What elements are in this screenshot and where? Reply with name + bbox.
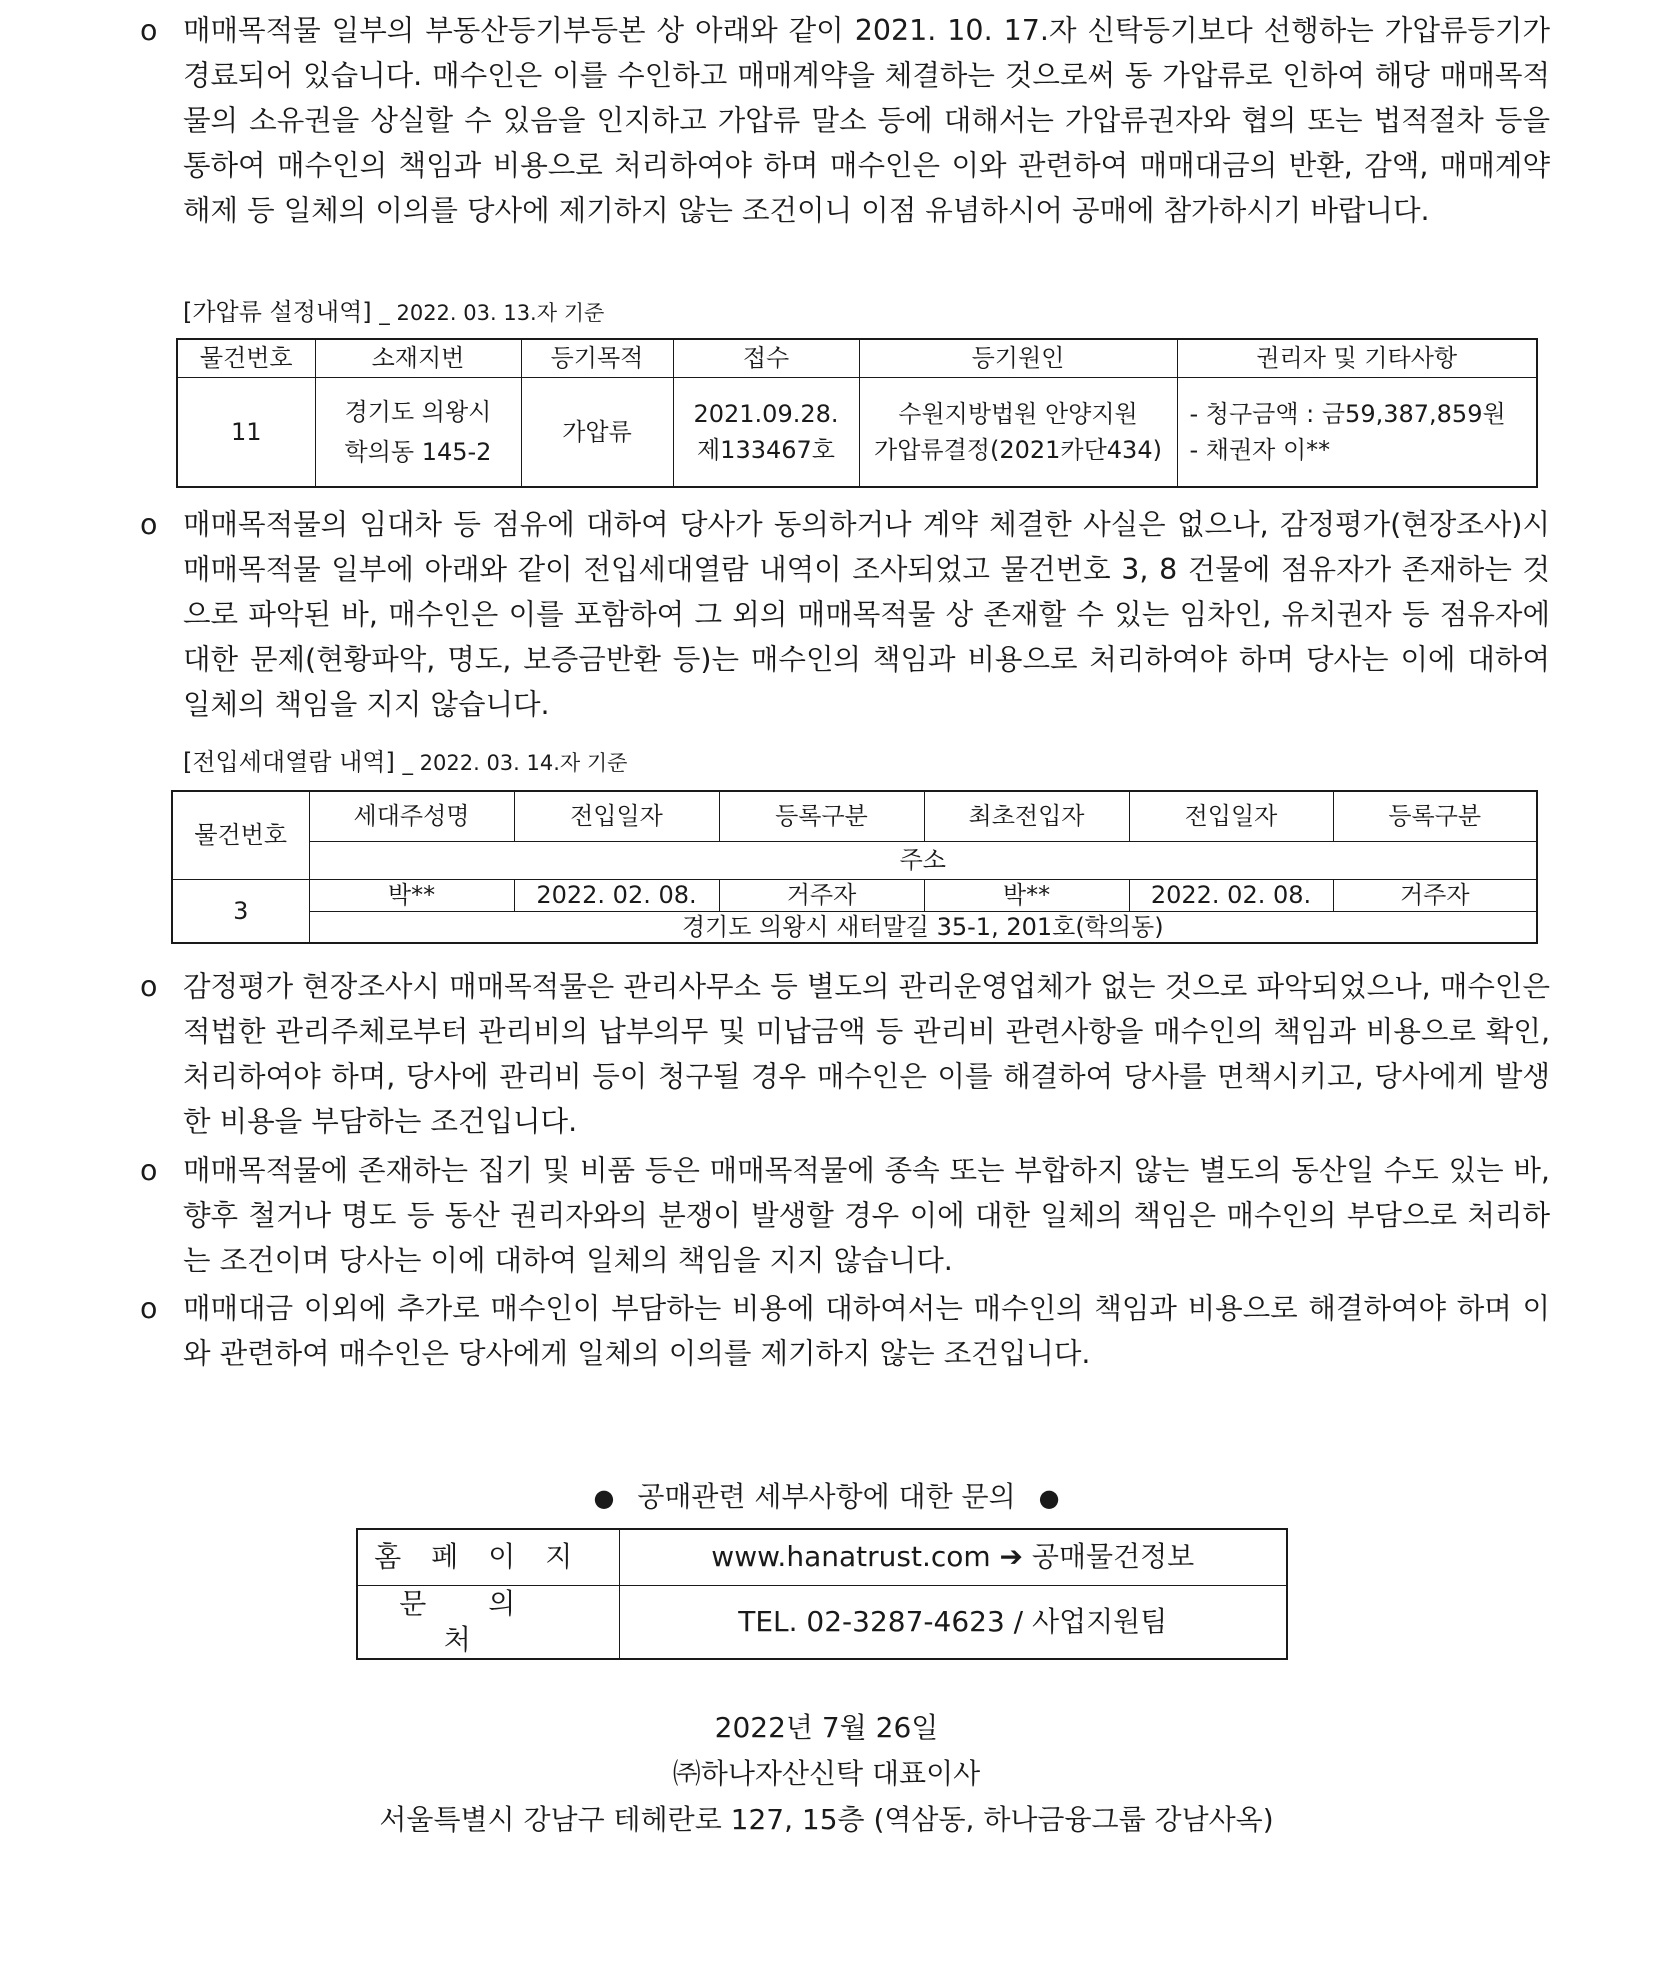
- paragraph-text: 매매대금 이외에 추가로 매수인이 부담하는 비용에 대하여서는 매수인의 책임과 비용으로 해결하여야 하며 이와 관련하여 매수인은 당사에게 일체의 이의를 제기하지 않는 조건입니다.: [183, 1292, 1550, 1370]
- item-number: 11: [177, 377, 315, 487]
- residents-caption: [183, 742, 627, 777]
- contact-label: 문의처: [357, 1585, 619, 1659]
- registration-purpose: 가압류: [521, 377, 673, 487]
- company-address: 서울특별시 강남구 테헤란로 127, 15층 (역삼동, 하나금융그룹 강남사옥): [379, 1803, 1274, 1836]
- table-row: [357, 1585, 1287, 1659]
- table-row: [172, 879, 1537, 911]
- cause-cell: [859, 377, 1177, 487]
- header-cell: 등록구분: [1333, 791, 1537, 841]
- notice-paragraph-seizure: [140, 8, 1550, 233]
- receipt-number: 제133467호: [697, 435, 835, 464]
- table-cell: 거주자: [719, 879, 924, 911]
- paragraph-text: 감정평가 현장조사시 매매목적물은 관리사무소 등 별도의 관리운영업체가 없는 것으로 파악되었으나, 매수인은 적법한 관리주체로부터 관리비의 납부의무 및 미납금액 등 관리비 관련사항을 매수인의 책임과 비용으로 확인, 처리하여야 하며, 당사에 관리비 등이 청구될 경우 매수인은 이를 해결하여 당사를 면책시키고, 당사에게 발생한 비용을 부담하는 조건입니다.: [183, 970, 1550, 1138]
- cause-line: 수원지방법원 안양지원: [898, 399, 1138, 428]
- notice-paragraph-additional-costs: [140, 1286, 1550, 1376]
- inquiry-table: [356, 1528, 1288, 1660]
- caption-date: _ 2022. 03. 13.자 기준: [379, 301, 605, 325]
- notice-paragraph-management-fee: [140, 964, 1550, 1144]
- caption-date: _ 2022. 03. 14.자 기준: [402, 751, 628, 775]
- receipt-date: 2021.09.28.: [693, 399, 839, 428]
- header-cell: 물건번호: [177, 339, 315, 377]
- table-row: [177, 377, 1537, 487]
- notice-paragraph-fixtures: [140, 1148, 1550, 1283]
- bullet-marker: o: [140, 1154, 158, 1187]
- header-cell: 최초전입자: [924, 791, 1129, 841]
- header-cell: 물건번호: [172, 791, 309, 879]
- notice-paragraph-occupancy: [140, 502, 1550, 727]
- table-row: [357, 1529, 1287, 1585]
- paragraph-text: 매매목적물 일부의 부동산등기부등본 상 아래와 같이 2021. 10. 17.자 신탁등기보다 선행하는 가압류등기가 경료되어 있습니다. 매수인은 이를 수인하고 매매계약을 체결하는 것으로써 동 가압류로 인하여 해당 매매목적물의 소유권을 상실할 수 있음을 인지하고 가압류 말소 등에 대해서는 가압류권자와 협의 또는 법적절차 등을 통하여 매수인의 책임과 비용으로 처리하여야 하며 매수인은 이와 관련하여 매매대금의 반환, 감액, 매매계약 해제 등 일체의 이의를 당사에 제기하지 않는 조건이니 이점 유념하시어 공매에 참가하시기 바랍니다.: [183, 14, 1550, 227]
- seizure-table: [176, 338, 1538, 488]
- header-cell: 전입일자: [1129, 791, 1333, 841]
- paragraph-text: 매매목적물의 임대차 등 점유에 대하여 당사가 동의하거나 계약 체결한 사실은 없으나, 감정평가(현장조사)시 매매목적물 일부에 아래와 같이 전입세대열람 내역이 조사되었고 물건번호 3, 8 건물에 점유자가 존재하는 것으로 파악된 바, 매수인은 이를 포함하여 그 외의 매매목적물 상 존재할 수 있는 임차인, 유치권자 등 점유자에 대한 문제(현황파악, 명도, 보증금반환 등)는 매수인의 책임과 비용으로 처리하여야 하며 당사는 이에 대하여 일체의 책임을 지지 않습니다.: [183, 508, 1550, 721]
- table-cell: 박**: [924, 879, 1129, 911]
- location-line: 경기도 의왕시: [344, 397, 492, 426]
- table-header-row: [177, 339, 1537, 377]
- receipt-cell: [673, 377, 859, 487]
- header-cell: 권리자 및 기타사항: [1177, 339, 1537, 377]
- table-row: [172, 911, 1537, 943]
- contact-value: TEL. 02-3287-4623 / 사업지원팀: [619, 1585, 1287, 1659]
- inquiry-title: [0, 1475, 1653, 1515]
- header-cell: 전입일자: [514, 791, 719, 841]
- table-cell: 거주자: [1333, 879, 1537, 911]
- bullet-dot-icon: ●: [593, 1484, 615, 1512]
- header-cell: 등기목적: [521, 339, 673, 377]
- company-signature: ㈜하나자산신탁 대표이사: [672, 1757, 981, 1790]
- header-cell: 등록구분: [719, 791, 924, 841]
- location-cell: [315, 377, 521, 487]
- residents-table: [171, 790, 1538, 944]
- header-cell: 접수: [673, 339, 859, 377]
- table-cell: 박**: [309, 879, 514, 911]
- homepage-label: 홈페이지: [357, 1529, 619, 1585]
- address-cell: 경기도 의왕시 새터말길 35-1, 201호(학의동): [309, 911, 1537, 943]
- table-cell: 2022. 02. 08.: [1129, 879, 1333, 911]
- header-cell: 세대주성명: [309, 791, 514, 841]
- issue-date: 2022년 7월 26일: [714, 1711, 939, 1744]
- caption-title: [전입세대열람 내역]: [183, 748, 395, 776]
- header-cell: 소재지번: [315, 339, 521, 377]
- bullet-marker: o: [140, 970, 158, 1003]
- header-cell: 등기원인: [859, 339, 1177, 377]
- rights-cell: [1177, 377, 1537, 487]
- seizure-caption: [183, 292, 604, 327]
- item-number: 3: [172, 879, 309, 943]
- claim-amount: - 청구금액 : 금59,387,859원: [1189, 399, 1506, 428]
- table-header-row: [172, 791, 1537, 841]
- paragraph-text: 매매목적물에 존재하는 집기 및 비품 등은 매매목적물에 종속 또는 부합하지 않는 별도의 동산일 수도 있는 바, 향후 철거나 명도 등 동산 권리자와의 분쟁이 발생할 경우 이에 대한 일체의 책임은 매수인의 부담으로 처리하는 조건이며 당사는 이에 대하여 일체의 책임을 지지 않습니다.: [183, 1154, 1550, 1277]
- table-cell: 2022. 02. 08.: [514, 879, 719, 911]
- inquiry-title-text: 공매관련 세부사항에 대한 문의: [637, 1480, 1016, 1513]
- cause-line: 가압류결정(2021카단434): [874, 435, 1162, 464]
- bullet-marker: o: [140, 508, 158, 541]
- creditor: - 채권자 이**: [1189, 435, 1331, 464]
- bullet-dot-icon: ●: [1038, 1484, 1060, 1512]
- bullet-marker: o: [140, 14, 158, 47]
- location-line: 학의동 145-2: [344, 437, 492, 466]
- table-header-row: [172, 841, 1537, 879]
- bullet-marker: o: [140, 1292, 158, 1325]
- header-cell: 주소: [309, 841, 1537, 879]
- homepage-link[interactable]: www.hanatrust.com ➔ 공매물건정보: [619, 1529, 1287, 1585]
- caption-title: [가압류 설정내역]: [183, 298, 372, 326]
